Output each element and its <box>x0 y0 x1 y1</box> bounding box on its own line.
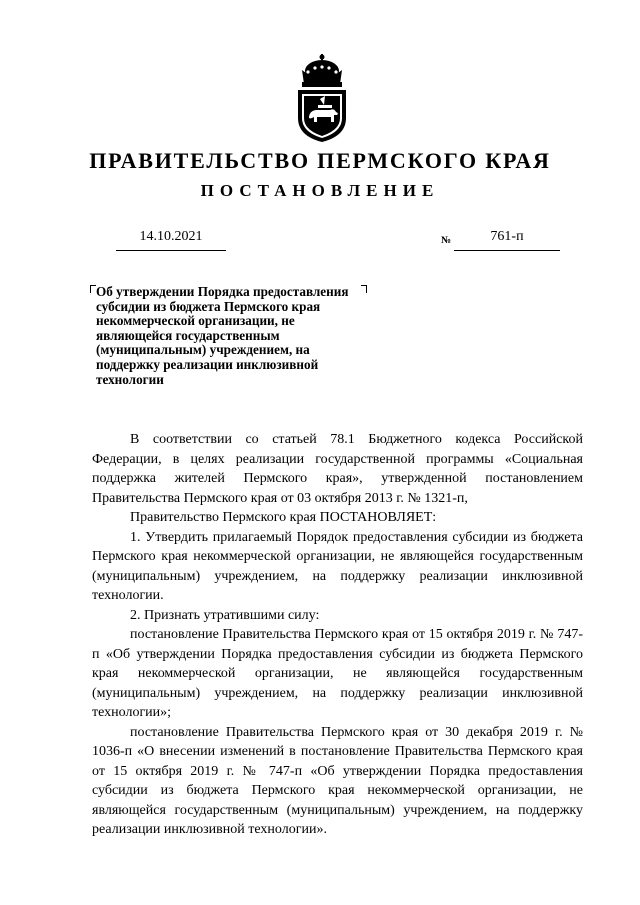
document-type: ПОСТАНОВЛЕНИЕ <box>200 181 440 200</box>
body-paragraph: Правительство Пермского края ПОСТАНОВЛЯЕТ: <box>130 510 437 525</box>
body-paragraph: 2. Признать утратившими силу: <box>130 607 320 623</box>
body-paragraph: В соответствии со статьей 78.1 Бюджетного кодекса Российской Федерации, в целях реализации государственной программы «Социальная поддержка жителей Пермского края», утвержденной постановлением Правительства Пермского края от 03 октября 2013 г. № 1321-п, <box>92 432 583 506</box>
coat-of-arms-icon <box>290 52 354 144</box>
date-field <box>116 228 226 251</box>
government-name: ПРАВИТЕЛЬСТВО ПЕРМСКОГО КРАЯ <box>89 148 551 173</box>
document-number: 761-п <box>490 229 524 244</box>
document-subject: Об утверждении Порядка предоставления субсидии из бюджета Пермского края некоммерческой организации, не являющейся государственным (муниципальным) учреждением, на поддержку реализации инклюзивной технологии <box>96 284 349 387</box>
number-field <box>454 228 560 251</box>
body-paragraph: 1. Утвердить прилагаемый Порядок предоставления субсидии из бюджета Пермского края некоммерческой организации, не являющейся государственным (муниципальным) учреждением, на поддержку реализации инклюзивной технологии. <box>92 529 583 603</box>
document-date: 14.10.2021 <box>139 229 203 244</box>
document-body <box>92 430 583 840</box>
body-paragraph: постановление Правительства Пермского края от 30 декабря 2019 г. № 1036-п «О внесении изменений в постановление Правительства Пермского края от 15 октября 2019 г. № 747-п «Об утверждении Порядка предоставления субсидии из бюджета Пермского края некоммерческой организации, не являющейся государственным (муниципальным) учреждением, на поддержку реализации инклюзивной технологии». <box>92 724 583 837</box>
number-sign: № <box>441 235 452 246</box>
body-paragraph: постановление Правительства Пермского края от 15 октября 2019 г. № 747-п «Об утверждении Порядка предоставления субсидии из бюджета Пермского края некоммерческой организации, не являющейся государственным (муниципальным) учреждением, на поддержку реализации инклюзивной технологии»; <box>92 627 583 720</box>
